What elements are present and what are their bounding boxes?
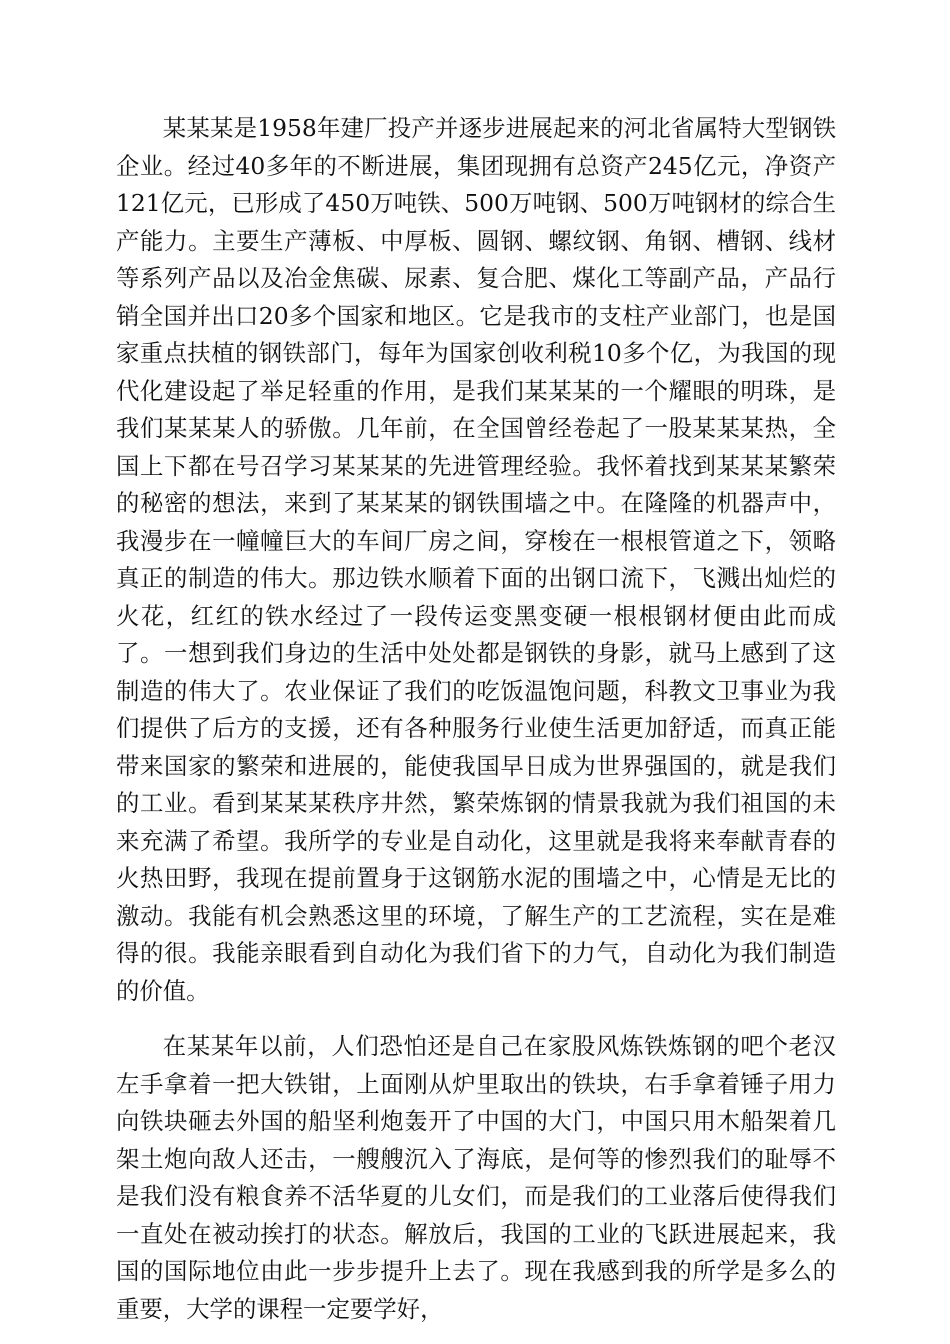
- paragraph: 在某某年以前，人们恐怕还是自己在家股风炼铁炼钢的吧个老汉左手拿着一把大铁钳，上面刚从炉里取出的铁块，右手拿着锤子用力向铁块砸去外国的船坚利炮轰开了中国的大门，中国只用木船架着几架土炮向敌人还击，一艘艘沉入了海底，是何等的惨烈我们的耻辱不是我们没有粮食养不活华夏的儿女们，而是我们的工业落后使得我们一直处在被动挨打的状态。解放后，我国的工业的飞跃进展起来，我国的国际地位由此一步步提升上去了。现在我感到我的所学是多么的重要，大学的课程一定要学好，: [116, 1032, 836, 1323]
- document-page: [116, 110, 836, 1328]
- paragraph: 某某某是1958年建厂投产并逐步进展起来的河北省属特大型钢铁企业。经过40多年的不断进展，集团现拥有总资产245亿元，净资产121亿元，已形成了450万吨铁、500万吨钢、500万吨钢材的综合生产能力。主要生产薄板、中厚板、圆钢、螺纹钢、角钢、槽钢、线材等系列产品以及冶金焦碳、尿素、复合肥、煤化工等副产品，产品行销全国并出口20多个国家和地区。它是我市的支柱产业部门，也是国家重点扶植的钢铁部门，每年为国家创收利税10多个亿，为我国的现代化建设起了举足轻重的作用，是我们某某某的一个耀眼的明珠，是我们某某某人的骄傲。几年前，在全国曾经卷起了一股某某某热，全国上下都在号召学习某某某的先进管理经验。我怀着找到某某某繁荣的秘密的想法，来到了某某某的钢铁围墙之中。在隆隆的机器声中，我漫步在一幢幢巨大的车间厂房之间，穿梭在一根根管道之下，领略真正的制造的伟大。那边铁水顺着下面的出钢口流下，飞溅出灿烂的火花，红红的铁水经过了一段传运变黑变硬一根根钢材便由此而成了。一想到我们身边的生活中处处都是钢铁的身影，就马上感到了这制造的伟大了。农业保证了我们的吃饭温饱问题，科教文卫事业为我们提供了后方的支援，还有各种服务行业使生活更加舒适，而真正能带来国家的繁荣和进展的，能使我国早日成为世界强国的，就是我们的工业。看到某某某秩序井然，繁荣炼钢的情景我就为我们祖国的未来充满了希望。我所学的专业是自动化，这里就是我将来奉献青春的火热田野，我现在提前置身于这钢筋水泥的围墙之中，心情是无比的激动。我能有机会熟悉这里的环境，了解生产的工艺流程，实在是难得的很。我能亲眼看到自动化为我们省下的力气，自动化为我们制造的价值。: [116, 114, 836, 1005]
